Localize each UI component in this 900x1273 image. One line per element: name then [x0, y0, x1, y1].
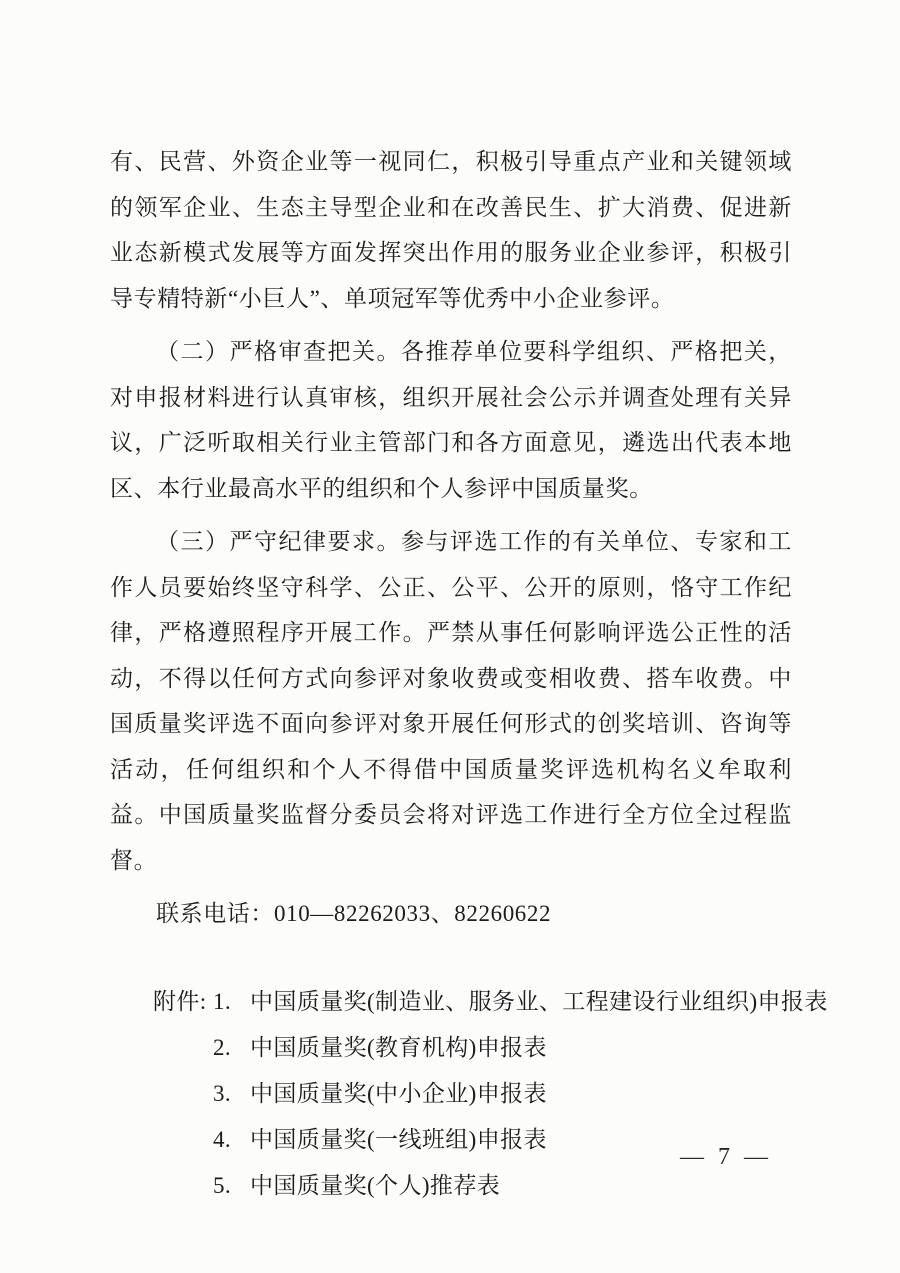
document-body — [110, 139, 828, 1209]
attachment-title: 中国质量奖(制造业、服务业、工程建设行业组织)申报表 — [250, 988, 828, 1014]
attachment-item — [153, 1071, 792, 1117]
attachment-number: 5. — [213, 1172, 232, 1198]
attachments-label-spacer — [153, 1117, 213, 1163]
attachments-label-spacer — [153, 1025, 213, 1071]
attachment-item — [153, 979, 828, 1025]
attachment-title: 中国质量奖(教育机构)申报表 — [250, 1034, 547, 1060]
attachments-list — [153, 979, 828, 1209]
attachment-number: 3. — [213, 1080, 232, 1106]
attachment-title: 中国质量奖(一线班组)申报表 — [250, 1126, 547, 1152]
attachments-label-spacer — [153, 1071, 213, 1117]
contact-phone-line: 联系电话：010—82262033、82260622 — [156, 901, 552, 926]
attachment-title: 中国质量奖(个人)推荐表 — [250, 1172, 501, 1198]
attachments-label-spacer — [153, 1163, 213, 1209]
attachment-item — [153, 1025, 792, 1071]
attachment-number: 2. — [213, 1034, 232, 1060]
paragraph-section-2: （二）严格审查把关。各推荐单位要科学组织、严格把关，对申报材料进行认真审核，组织开展社会公示并调查处理有关异议，广泛听取相关行业主管部门和各方面意见，遴选出代表本地区、本行业最高水平的组织和个人参评中国质量奖。 — [110, 339, 792, 501]
paragraph-section-3: （三）严守纪律要求。参与评选工作的有关单位、专家和工作人员要始终坚守科学、公正、公平、公开的原则，恪守工作纪律，严格遵照程序开展工作。严禁从事任何影响评选公正性的活动，不得以任何方式向参评对象收费或变相收费、搭车收费。中国质量奖评选不面向参评对象开展任何形式的创奖培训、咨询等活动，任何组织和个人不得借中国质量奖评选机构名义牟取利益。中国质量奖监督分委员会将对评选工作进行全方位全过程监督。 — [110, 529, 792, 873]
attachment-title: 中国质量奖(中小企业)申报表 — [250, 1080, 547, 1106]
attachment-number: 1. — [213, 988, 232, 1014]
attachments-label: 附件: — [153, 988, 207, 1014]
page-number: — 7 — — [680, 1144, 772, 1170]
paragraph-continuation: 有、民营、外资企业等一视同仁，积极引导重点产业和关键领域的领军企业、生态主导型企业和在改善民生、扩大消费、促进新业态新模式发展等方面发挥突出作用的服务业企业参评，积极引导专精特新“小巨人”、单项冠军等优秀中小企业参评。 — [110, 149, 792, 311]
attachment-number: 4. — [213, 1126, 232, 1152]
